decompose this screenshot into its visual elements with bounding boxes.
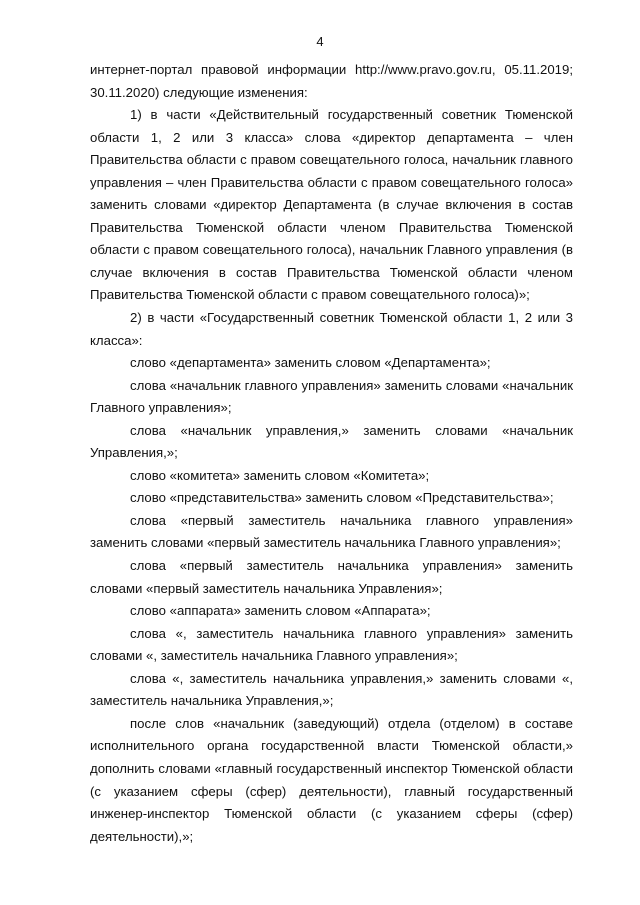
paragraph [90,59,573,104]
paragraph-text: слова «начальник главного управления» заменить словами «начальник Главного управления»; [90,377,573,416]
page-number: 4 [316,34,324,49]
paragraph [90,668,573,713]
paragraph-text: слова «первый заместитель начальника управления» заменить словами «первый заместитель начальника Управления»; [90,558,573,596]
paragraph-text: слова «первый заместитель начальника главного управления» заменить словами «первый заместитель начальника Главного управления»; [90,512,573,551]
paragraph-text: слова «начальник управления,» заменить словами «начальник Управления,»; [90,422,573,461]
paragraph-text: 1) в части «Действительный государственный советник Тюменской области 1, 2 или 3 класса» слова «директор департамента – член Правительства области с правом совещательного голоса, начальник главного управления – член Правительства области с правом совещательного голоса» заменить словами «директор Департамента (в случае включения в состав Правительства Тюменской области членом Правительства Тюменской области с правом совещательного голоса), начальник Главного управления (в случае включения в состав Правительства Тюменской области членом Правительства Тюменской области с правом совещательного голоса)»; [90,107,573,303]
paragraph [90,555,573,600]
paragraph [90,623,573,668]
paragraph-text: слово «аппарата» заменить словом «Аппарата»; [130,603,431,619]
paragraph [90,487,573,510]
paragraph [90,352,573,375]
paragraph-text: слово «комитета» заменить словом «Комитета»; [130,467,430,483]
paragraph [90,104,573,307]
paragraph [90,307,573,352]
paragraph [90,375,573,420]
paragraph [90,510,573,555]
paragraph-text: слова «, заместитель начальника главного управления» заменить словами «, заместитель начальника Главного управления»; [90,625,573,664]
paragraph-text: после слов «начальник (заведующий) отдела (отделом) в составе исполнительного органа государственной власти Тюменской области,» дополнить словами «главный государственный инспектор Тюменской области (с указанием сферы (сфер) деятельности), главный государственный инженер-инспектор Тюменской области (с указанием сферы (сфер) деятельности),»; [90,715,573,844]
paragraph [90,600,573,623]
paragraph-text: слово «представительства» заменить словом «Представительства»; [130,490,554,506]
paragraph [90,465,573,488]
document-body [90,59,573,848]
paragraph-text: 2) в части «Государственный советник Тюменской области 1, 2 или 3 класса»: [90,310,573,348]
paragraph-text: интернет-портал правовой информации http://www.pravo.gov.ru, 05.11.2019; 30.11.2020) следующие изменения: [90,62,573,100]
paragraph [90,420,573,465]
paragraph-text: слова «, заместитель начальника управления,» заменить словами «, заместитель начальника Управления,»; [90,670,573,709]
paragraph-text: слово «департамента» заменить словом «Департамента»; [130,355,491,371]
paragraph [90,713,573,848]
